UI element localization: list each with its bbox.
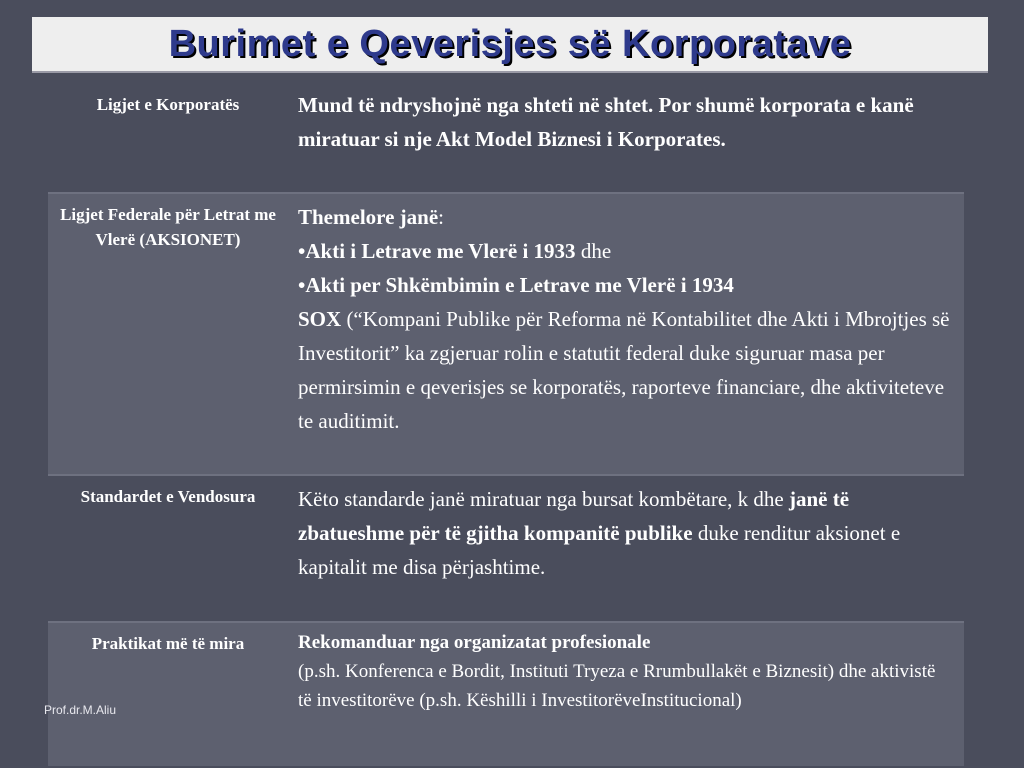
intro-bold: Themelore janë: [298, 205, 439, 229]
author-footer: Prof.dr.M.Aliu: [44, 703, 117, 717]
title-bar: [32, 17, 988, 73]
standards-text-bold: janë të zbatueshme për të gjitha kompanitë publike: [298, 487, 850, 545]
row-label: Ligjet Federale për Letrat me Vlerë (AKSIONET): [60, 205, 276, 249]
slide-title: Burimet e Qeverisjes së Korporatave: [168, 22, 852, 65]
bullet-1: •Akti i Letrave me Vlerë i 1933: [298, 239, 576, 263]
row-label: Standardet e Vendosura: [80, 487, 256, 506]
bullet-1-rest: dhe: [575, 239, 612, 263]
row-content-bold: Mund të ndryshojnë nga shteti në shtet. Por shumë korporata e kanë miratuar si nje Akt Model Biznesi i Korporates.: [298, 93, 914, 151]
table-row-listing-standards: [48, 476, 964, 623]
best-practices-heading: Rekomanduar nga organizatat profesionale: [298, 632, 651, 653]
sox-label: SOX: [298, 307, 342, 331]
intro-colon: :: [438, 205, 445, 229]
row-content: [288, 84, 964, 192]
best-practices-body: (p.sh. Konferenca e Bordit, Instituti Tryeza e Rrumbullakët e Biznesit) dhe aktivistë të investitorëve (p.sh. Këshilli i InvestitorëveInstitucional): [298, 661, 936, 711]
standards-text-1: Këto standarde janë miratuar nga bursat kombëtare, k dhe: [298, 487, 789, 511]
table-row-best-practices: [48, 623, 964, 766]
row-label: Ligjet e Korporatës: [96, 95, 240, 114]
table-row-corporate-laws: [48, 84, 964, 194]
row-content: [288, 194, 964, 474]
sox-description: (“Kompani Publike për Reforma në Kontabilitet dhe Akti i Mbrojtjes së Investitorit” ka zgjeruar rolin e statutit federal duke siguruar masa per permirsimin e qeverisjes se korporatës, raporteve financiare, dhe aktiviteteve te auditimit.: [298, 307, 950, 433]
standards-text-2: duke renditur aksionet e kapitalit me disa përjashtime.: [298, 521, 901, 579]
row-content: [288, 476, 964, 621]
row-content: [288, 623, 964, 766]
table-row-federal-securities-laws: [48, 194, 964, 476]
row-label: Praktikat më të mira: [91, 634, 245, 653]
bullet-2: •Akti per Shkëmbimin e Letrave me Vlerë i 1934: [298, 273, 734, 297]
